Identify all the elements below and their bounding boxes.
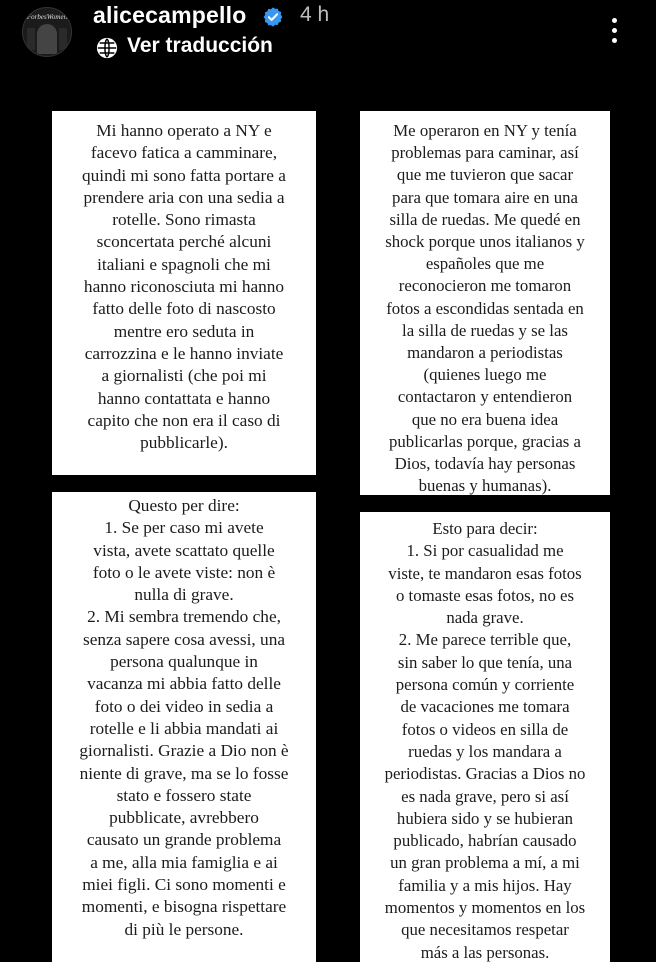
text-line: pubblicarle).: [140, 433, 228, 453]
text-line: 1. Se per caso mi avete: [104, 518, 264, 538]
avatar-figure-left: [27, 28, 35, 50]
text-line: carrozzina e le hanno inviate: [84, 343, 284, 363]
avatar-figure: [37, 24, 57, 54]
text-line: mentre ero seduta in: [113, 321, 255, 341]
translate-button[interactable]: Ver traducción: [127, 34, 273, 57]
text-line: silla de ruedas. Me quedé en: [389, 209, 581, 229]
text-line: hanno riconosciuta mi hanno: [83, 277, 285, 297]
text-line: sconcertata perché alcuni: [96, 232, 272, 252]
text-line: shock porque unos italianos y: [385, 232, 585, 252]
italian-text-card-top: [52, 111, 316, 475]
text-line: hubiera sido y se hubieran: [396, 808, 574, 828]
translate-globe-icon: [96, 37, 118, 59]
text-line: publicarlas porque, gracias a: [389, 431, 581, 451]
text-line: que no era buena idea: [411, 409, 559, 429]
avatar-figure-right: [59, 28, 67, 50]
text-line: a me, alla mia famiglia e ai: [90, 852, 278, 872]
text-line: buenas y humanas).: [418, 476, 552, 495]
text-line: nada grave.: [446, 608, 524, 628]
text-line: prendere aria con una sedia a: [83, 187, 285, 207]
text-line: viste, te mandaron esas fotos: [388, 563, 582, 583]
italian-text-card-bottom: [52, 492, 316, 962]
text-line: vista, avete scattato quelle: [93, 540, 275, 560]
text-line: Mi hanno operato a NY e: [96, 121, 272, 140]
avatar[interactable]: [22, 7, 72, 57]
text-line: Dios, todavía hay personas: [394, 454, 576, 474]
text-line: causato un grande problema: [86, 830, 282, 850]
text-line: (quienes luego me: [423, 365, 547, 385]
text-line: sin saber lo que tenía, una: [397, 652, 573, 672]
text-line: que necesitamos respetar: [401, 920, 569, 940]
spanish-text-card-bottom: [360, 512, 610, 962]
text-line: momentos y momentos en los: [384, 898, 586, 918]
text-line: periodistas. Gracias a Dios no: [384, 764, 586, 784]
text-line: 2. Me parece terrible que,: [398, 630, 572, 650]
text-line: un gran problema a mí, a mi: [390, 853, 580, 873]
text-line: vacanza mi abbia fatto delle: [87, 674, 281, 694]
text-line: hanno contattata e hanno: [97, 388, 271, 408]
text-line: foto o dei video in sedia a: [94, 696, 274, 716]
more-options-icon[interactable]: [600, 10, 630, 50]
text-line: para que tomara aire en una: [392, 187, 578, 207]
text-line: facevo fatica a camminare,: [90, 143, 278, 163]
text-line: la silla de ruedas y se las: [402, 320, 568, 340]
text-line: nulla di grave.: [134, 585, 234, 605]
text-line: foto o le avete viste: non è: [92, 562, 276, 582]
text-line: quindi mi sono fatta portare a: [82, 165, 286, 185]
text-line: o tomaste esas fotos, no es: [395, 585, 575, 605]
story-header: [0, 0, 656, 66]
text-line: reconocieron me tomaron: [398, 276, 572, 296]
text-line: senza sapere cosa avessi, una: [83, 629, 285, 649]
text-line: niente di grave, ma se lo fosse: [79, 763, 289, 783]
text-line: más a las personas.: [420, 942, 550, 962]
text-line: fotos a escondidas sentada en: [386, 298, 584, 318]
text-line: ruedas y los mandara a: [408, 741, 562, 761]
text-line: giornalisti. Grazie a Dio non è: [79, 741, 289, 761]
text-line: españoles que me: [425, 254, 545, 274]
text-line: momenti, e bisogna rispettare: [81, 897, 287, 917]
text-line: capito che non era il caso di: [87, 410, 281, 430]
text-line: problemas para caminar, así: [391, 143, 579, 163]
text-line: de vacaciones me tomara: [400, 697, 570, 717]
text-line: 2. Mi sembra tremendo che,: [87, 607, 281, 627]
text-line: persona qualunque in: [110, 652, 258, 672]
text-line: que me tuvieron que sacar: [396, 165, 574, 185]
text-line: italiani e spagnoli che mi: [97, 254, 271, 274]
text-line: miei figli. Ci sono momenti e: [82, 875, 286, 895]
text-line: publicado, habrían causado: [393, 831, 577, 851]
text-line: rotelle e li abbia mandati ai: [89, 718, 279, 738]
text-line: fatto delle foto di nascosto: [92, 299, 276, 319]
username[interactable]: alicecampello: [93, 2, 247, 28]
post-time: 4 h: [300, 3, 330, 26]
text-line: a giornalisti (che poi mi: [101, 366, 267, 386]
text-line: pubblicate, avrebbero: [109, 808, 259, 828]
text-line: Questo per dire:: [128, 496, 240, 515]
text-line: rotelle. Sono rimasta: [112, 210, 256, 230]
text-line: Esto para decir:: [432, 519, 538, 538]
text-line: Me operaron en NY y tenía: [393, 121, 577, 140]
avatar-brand-text: ForbesWomen: [26, 13, 68, 21]
text-line: 1. Si por casualidad me: [406, 541, 564, 561]
text-line: fotos o videos en silla de: [401, 719, 569, 739]
text-line: persona común y corriente: [395, 675, 575, 695]
text-line: mandaron a periodistas: [407, 343, 563, 363]
text-line: stato e fossero state: [116, 785, 252, 805]
verified-badge-icon: [262, 6, 284, 28]
spanish-text-card-top: [360, 111, 610, 495]
text-line: contactaron y entendieron: [397, 387, 573, 407]
text-line: di più le persone.: [124, 919, 244, 939]
text-line: familia y a mis hijos. Hay: [398, 875, 572, 895]
text-line: es nada grave, pero si así: [401, 786, 569, 806]
